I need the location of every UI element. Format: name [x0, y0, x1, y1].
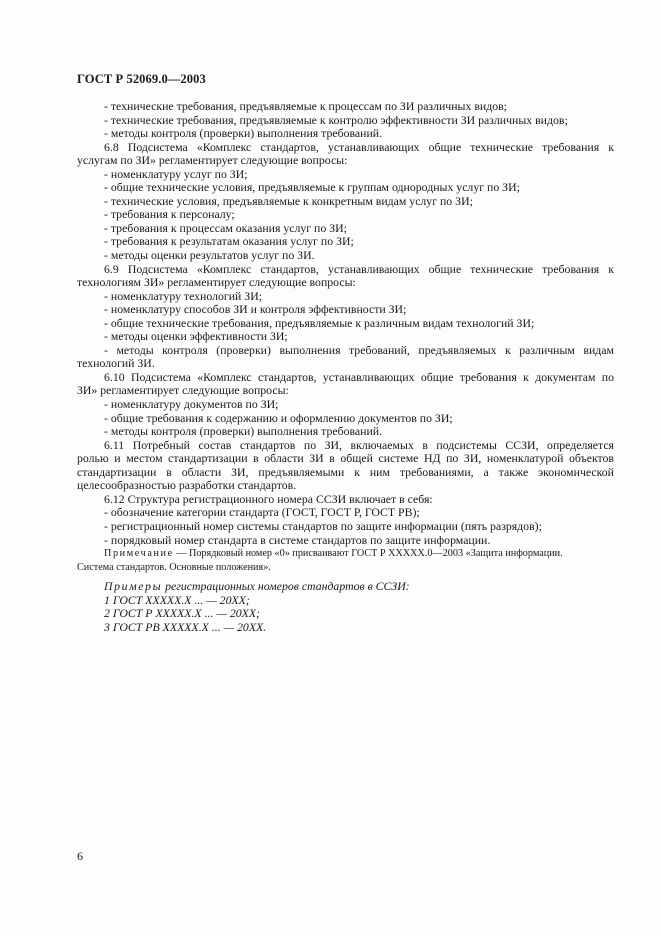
text-line: - методы оценки эффективности ЗИ; — [104, 329, 288, 344]
text-line: - номенклатуру документов по ЗИ; — [104, 397, 279, 412]
text-line: технологий ЗИ. — [77, 356, 155, 371]
text-line: - методы оценки результатов услуг по ЗИ. — [104, 248, 315, 263]
text-line: - технические требования, предъявляемые к контролю эффективности ЗИ различных видов; — [104, 112, 568, 127]
note-line — [77, 547, 614, 561]
text-line: - регистрационный номер системы стандартов по защите информации (пять разрядов); — [104, 518, 542, 533]
text-line: - общие технические требования, предъявляемые к различным видам технологий ЗИ; — [104, 315, 535, 330]
text-line: 6.9 Подсистема «Комплекс стандартов, устанавливающих общие технические требования к — [104, 261, 614, 276]
text-line: - методы контроля (проверки) выполнения требований. — [104, 126, 383, 141]
text-line: - номенклатуру способов ЗИ и контроля эффективности ЗИ; — [104, 302, 407, 317]
text-line: ЗИ» регламентирует следующие вопросы: — [77, 383, 289, 398]
text-line: целесообразностью разработки стандартов. — [77, 478, 297, 493]
text-line: 6.11 Потребный состав стандартов по ЗИ, включаемых в подсистемы ССЗИ, определяется — [104, 437, 614, 452]
examples-heading — [77, 580, 614, 594]
text-line: - требования к результатам оказания услуг по ЗИ; — [104, 234, 354, 249]
text-line: - технические требования, предъявляемые к процессам по ЗИ различных видов; — [104, 99, 507, 113]
note-block — [77, 547, 614, 574]
document-body — [77, 100, 614, 634]
text-line: стандартизации в области ЗИ, предъявляемыми к ним требованиями, а также экономической — [77, 464, 614, 479]
text-line: ролью и местом стандартизации в области ЗИ в общей системе НД по ЗИ, номенклатурой объектов — [77, 451, 614, 466]
text-line: - обозначение категории стандарта (ГОСТ, ГОСТ Р, ГОСТ РВ); — [104, 505, 420, 520]
document-header: ГОСТ Р 52069.0—2003 — [77, 72, 206, 86]
text-line: - технические условия, предъявляемые к конкретным видам услуг по ЗИ; — [104, 193, 473, 208]
text-line: 6.12 Структура регистрационного номера ССЗИ включает в себя: — [104, 491, 433, 506]
text-line: - общие требования к содержанию и оформлению документов по ЗИ; — [104, 410, 453, 425]
text-line: - методы контроля (проверки) выполнения требований, предъявляемых к различным видам — [104, 342, 614, 357]
text-line: - методы контроля (проверки) выполнения требований. — [104, 424, 383, 439]
text-line: - требования к персоналу; — [104, 207, 235, 222]
text-line: - требования к процессам оказания услуг по ЗИ; — [104, 220, 347, 235]
examples-label: Примеры — [104, 579, 163, 594]
text-line: - общие технические условия, предъявляемые к группам однородных услуг по ЗИ; — [104, 180, 520, 195]
example-item: 2 ГОСТ Р ХХХХХ.Х ... — 20ХХ; — [104, 606, 260, 621]
note-line: Система стандартов. Основные положения». — [77, 561, 271, 573]
page-number: 6 — [77, 849, 83, 863]
text-line: услугам по ЗИ» регламентирует следующие вопросы: — [77, 153, 348, 168]
text-line: - номенклатуру услуг по ЗИ; — [104, 166, 248, 181]
note-label: Примечание — [104, 548, 174, 560]
text-line: 6.10 Подсистема «Комплекс стандартов, устанавливающих общие требования к документам по — [104, 369, 614, 384]
examples-block — [77, 580, 614, 634]
note-text: — Порядковый номер «0» присваивают ГОСТ Р ХХХХХ.0—2003 «Защита информации. — [173, 548, 563, 560]
text-line: технологиям ЗИ» регламентирует следующие вопросы: — [77, 275, 356, 290]
text-line: - номенклатуру технологий ЗИ; — [104, 288, 263, 303]
text-line: - порядковый номер стандарта в системе стандартов по защите информации. — [104, 532, 491, 547]
text-line: 6.8 Подсистема «Комплекс стандартов, устанавливающих общие технические требования к — [104, 139, 614, 154]
example-item: 3 ГОСТ РВ ХХХХХ.Х ... — 20ХХ. — [104, 619, 267, 634]
example-item: 1 ГОСТ ХХХХХ.Х ... — 20ХХ; — [104, 592, 250, 607]
examples-heading-text: регистрационных номеров стандартов в ССЗИ: — [162, 579, 410, 594]
